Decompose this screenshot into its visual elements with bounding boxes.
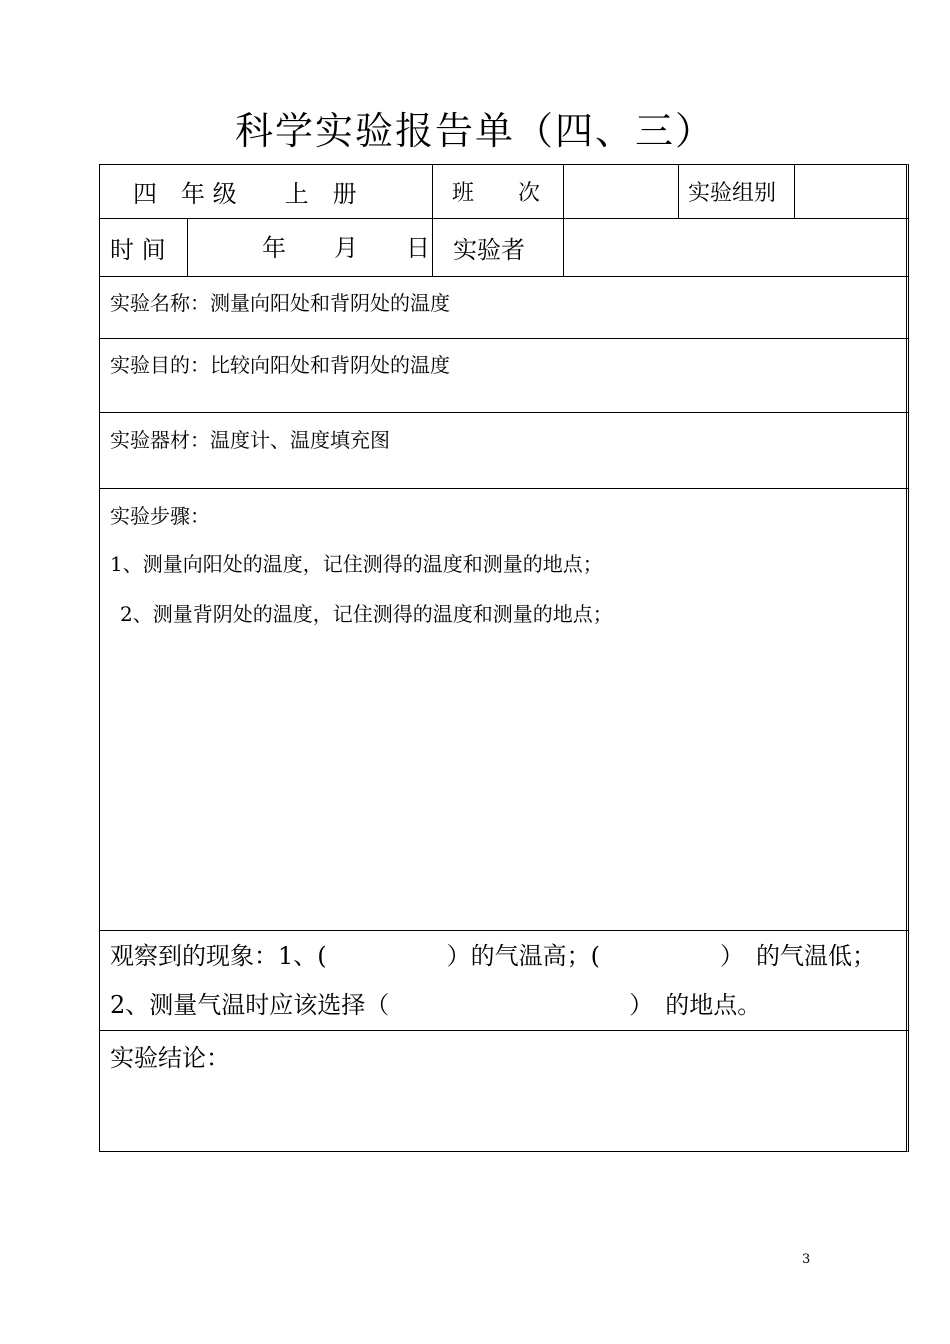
table-rule [99, 1030, 909, 1031]
experiment-purpose: 实验目的：比较向阳处和背阴处的温度 [110, 353, 450, 377]
table-rule [99, 930, 909, 931]
page-number: 3 [802, 1252, 811, 1267]
observation-line-1: 观察到的现象：1、( ）的气温高；( ） 的气温低； [110, 942, 876, 970]
time-label: 时 间 [110, 236, 166, 264]
experiment-materials: 实验器材：温度计、温度填充图 [110, 428, 390, 452]
table-rule [187, 218, 188, 276]
date-cell: 年 月 日 [262, 234, 430, 262]
experiment-name: 实验名称：测量向阳处和背阴处的温度 [110, 291, 450, 315]
table-rule [432, 164, 433, 276]
group-label: 实验组别 [688, 181, 777, 206]
table-rule [678, 164, 679, 218]
page-title: 科学实验报告单（四、三） [234, 109, 715, 153]
class-label: 班 次 [452, 181, 541, 206]
steps-title: 实验步骤： [110, 504, 210, 528]
conclusion-label: 实验结论： [110, 1044, 230, 1072]
table-rule [794, 164, 795, 218]
table-rule [99, 218, 909, 219]
experimenter-label: 实验者 [453, 236, 525, 264]
table-rule [99, 276, 909, 277]
table-rule [99, 338, 909, 339]
grade-cell: 四 年 级 上 册 [133, 180, 357, 208]
table-rule [99, 412, 909, 413]
step-2: 2、测量背阴处的温度，记住测得的温度和测量的地点； [120, 602, 613, 626]
step-1: 1、测量向阳处的温度，记住测得的温度和测量的地点； [110, 552, 603, 576]
table-rule [99, 488, 909, 489]
observation-line-2: 2、测量气温时应该选择（ ） 的地点。 [110, 991, 762, 1019]
table-rule [563, 164, 564, 276]
